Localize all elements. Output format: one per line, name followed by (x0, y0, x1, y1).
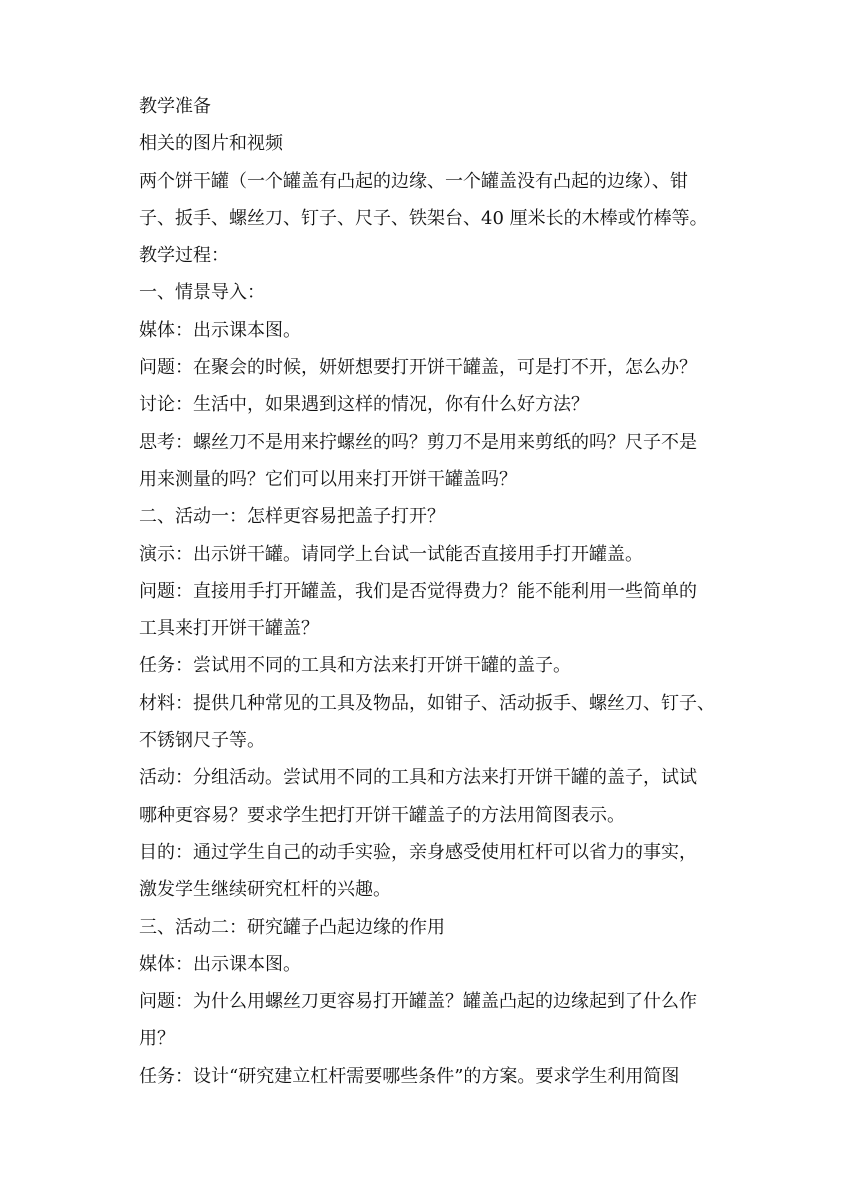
text-line: 用？ (139, 1028, 175, 1050)
text-line: 问题：直接用手打开罐盖，我们是否觉得费力？能不能利用一些简单的 (139, 580, 697, 602)
section-heading-activity-one: 二、活动一：怎样更容易把盖子打开？ (139, 506, 445, 528)
text-line: 材料：提供几种常见的工具及物品，如钳子、活动扳手、螺丝刀、钉子、 (139, 692, 715, 714)
document-body (139, 88, 719, 1095)
text-line: 任务：设计“研究建立杠杆需要哪些条件”的方案。要求学生利用简图 (139, 1065, 680, 1087)
text-line: 演示：出示饼干罐。请同学上台试一试能否直接用手打开罐盖。 (139, 543, 643, 565)
text-line: 活动：分组活动。尝试用不同的工具和方法来打开饼干罐的盖子，试试 (139, 767, 697, 789)
section-heading-teaching-preparation: 教学准备 (139, 96, 211, 117)
text-line: 讨论：生活中，如果遇到这样的情况，你有什么好方法？ (139, 394, 589, 416)
text-line: 媒体：出示课本图。 (139, 319, 301, 341)
text-line: 工具来打开饼干罐盖？ (139, 618, 319, 640)
section-heading-teaching-process: 教学过程： (139, 245, 229, 267)
text-line: 不锈钢尺子等。 (139, 730, 265, 752)
text-line: 思考：螺丝刀不是用来拧螺丝的吗？剪刀不是用来剪纸的吗？尺子不是 (139, 431, 697, 453)
text-line: 媒体：出示课本图。 (139, 953, 301, 975)
text-line: 两个饼干罐（一个罐盖有凸起的边缘、一个罐盖没有凸起的边缘）、钳 (139, 170, 688, 192)
text-line: 任务：尝试用不同的工具和方法来打开饼干罐的盖子。 (139, 655, 571, 677)
section-heading-activity-two: 三、活动二：研究罐子凸起边缘的作用 (139, 916, 445, 938)
text-line: 问题：为什么用螺丝刀更容易打开罐盖？罐盖凸起的边缘起到了什么作 (139, 991, 697, 1013)
text-line: 相关的图片和视频 (139, 133, 283, 155)
text-line: 用来测量的吗？它们可以用来打开饼干罐盖吗？ (139, 468, 517, 490)
section-heading-introduction: 一、情景导入： (139, 282, 265, 304)
text-line: 问题：在聚会的时候，妍妍想要打开饼干罐盖，可是打不开，怎么办？ (139, 357, 697, 379)
text-line: 子、扳手、螺丝刀、钉子、尺子、铁架台、40 厘米长的木棒或竹棒等。 (139, 207, 708, 229)
text-line: 目的：通过学生自己的动手实验，亲身感受使用杠杆可以省力的事实， (139, 841, 697, 863)
text-line: 激发学生继续研究杠杆的兴趣。 (139, 879, 391, 901)
text-line: 哪种更容易？要求学生把打开饼干罐盖子的方法用简图表示。 (139, 804, 625, 826)
